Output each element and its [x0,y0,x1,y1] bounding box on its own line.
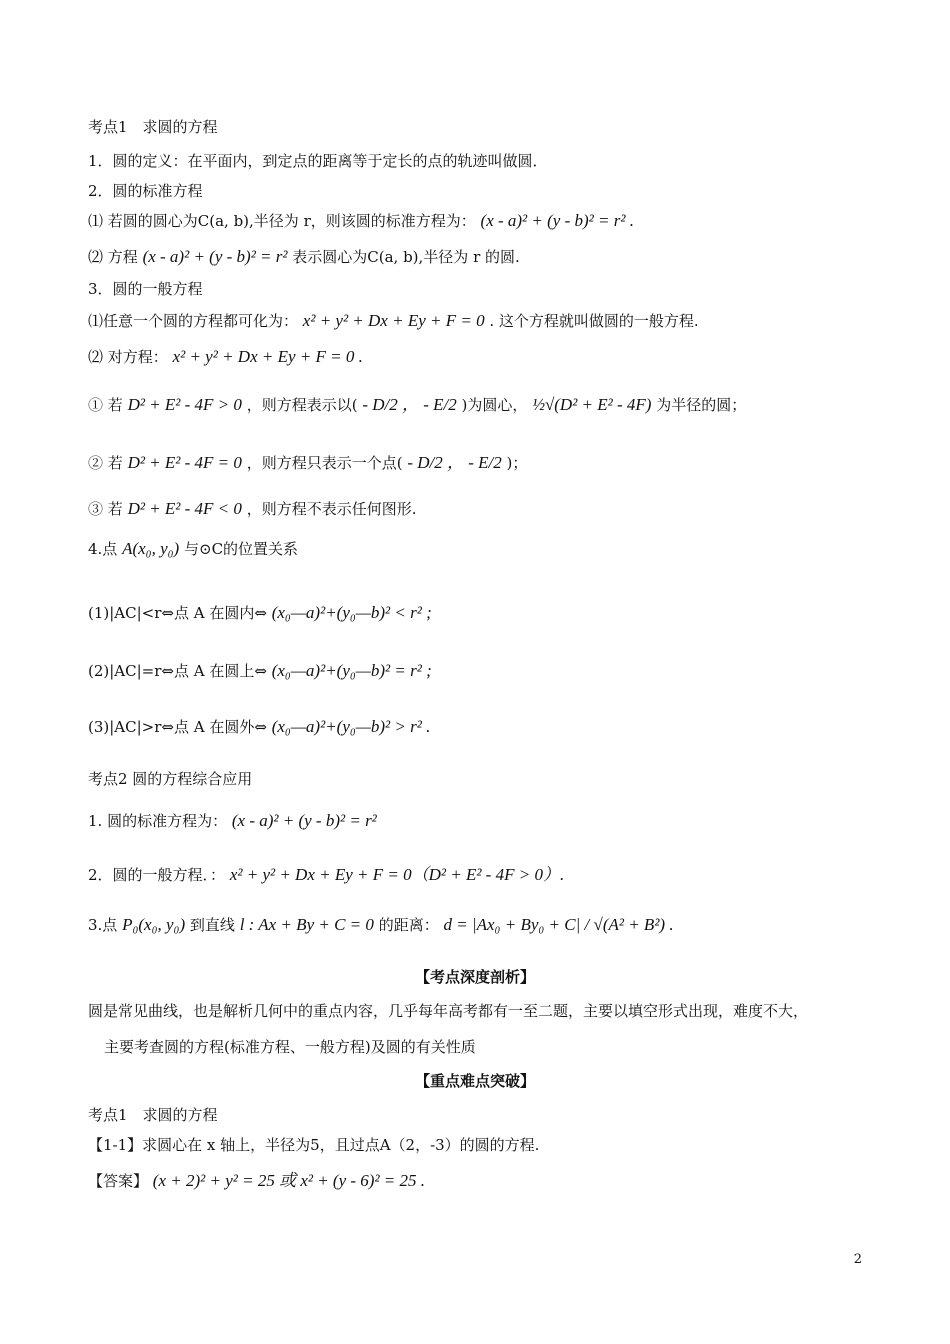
paragraph: 主要考查圆的方程(标准方程、一般方程)及圆的有关性质 [104,1038,476,1056]
text-line: 3．圆的一般方程 [88,280,203,298]
formula: (x + 2)² + y² = 25 或 x² + (y - 6)² = 25 . [152,1171,426,1190]
text: (2)|AC|=r⇔点 A 在圆上⇔ [88,662,267,680]
text-line [88,716,430,738]
text: 2．圆的一般方程．： [88,866,226,884]
text-line [88,914,674,936]
formula: D² + E² - 4F < 0 [127,499,242,518]
answer-line [88,1170,425,1192]
formula: D² + E² - 4F > 0 [127,395,242,414]
formula: (x₀—a)²+(y₀—b)² < r² ; [271,603,432,622]
text: ③ 若 [88,500,123,518]
section-title: 考点1 求圆的方程 [88,1106,218,1124]
text-line [88,246,520,268]
formula: (x₀—a)²+(y₀—b)² > r² . [271,717,431,736]
text-line [88,810,377,832]
text: (1)|AC|<r⇔点 A 在圆内⇔ [88,604,267,622]
text: (3)|AC|>r⇔点 A 在圆外⇔ [88,718,267,736]
text: ⑵ 对方程： [88,348,168,366]
formula: - D/2 ， - E/2 [362,395,457,414]
text-line [88,346,363,368]
formula: A(x₀, y₀) [122,539,180,558]
text: ① 若 [88,396,123,414]
section-title: 考点2 圆的方程综合应用 [88,770,253,788]
text: ，则方程只表示一个点( [246,454,403,472]
text: 4.点 [88,540,118,558]
formula: ½√(D² + E² - 4F) [532,395,652,414]
formula: (x - a)² + (y - b)² = r² [231,811,377,830]
text-line [88,394,746,416]
page-number: 2 [853,1252,862,1267]
text: ⑵ 方程 [88,248,138,266]
text-line [88,660,432,682]
text: 与⊙C的位置关系 [184,540,299,558]
formula: D² + E² - 4F = 0 [127,453,242,472]
text-line [88,310,699,332]
text-line: 2．圆的标准方程 [88,182,203,200]
formula: x² + y² + Dx + Ey + F = 0 . [172,347,363,366]
formula: P₀(x₀, y₀) [122,915,186,934]
formula: x² + y² + Dx + Ey + F = 0 [302,311,485,330]
text-line [88,498,416,520]
text: )； [506,454,528,472]
text: 为半径的圆； [656,396,747,414]
formula: (x₀—a)²+(y₀—b)² = r² ; [271,661,432,680]
formula: l : Ax + By + C = 0 [239,915,374,934]
text: ，则方程不表示任何图形. [246,500,417,518]
heading-analysis: 【考点深度剖析】 [414,968,535,986]
text: ，则方程表示以( [246,396,358,414]
text-line [88,210,634,232]
formula: x² + y² + Dx + Ey + F = 0（D² + E² - 4F > 0）. [229,865,565,884]
text: 的距离： [378,916,439,934]
formula: d = |Ax₀ + By₀ + C| / √(A² + B²) . [443,915,674,934]
text: ⑴任意一个圆的方程都可化为： [88,312,299,330]
answer-label: 【答案】 [88,1172,149,1190]
text-line [88,452,527,474]
text: 1. 圆的标准方程为： [88,812,228,830]
text-line [88,538,298,560]
text: ② 若 [88,454,123,472]
text: 3.点 [88,916,118,934]
text-line [88,864,564,886]
question: 【1-1】求圆心在 x 轴上，半径为5，且过点A（2，-3）的圆的方程. [88,1136,540,1154]
text: ⑴ 若圆的圆心为C(a, b),半径为 r，则该圆的标准方程为： [88,212,476,230]
formula: (x - a)² + (y - b)² = r² . [480,211,634,230]
text: . 这个方程就叫做圆的一般方程. [489,312,699,330]
section-title: 考点1 求圆的方程 [88,118,218,136]
formula: (x - a)² + (y - b)² = r² [142,247,288,266]
formula: - D/2 ， - E/2 [407,453,502,472]
text: )为圆心， [461,396,528,414]
text-line [88,602,432,624]
text: 到直线 [189,916,235,934]
paragraph: 圆是常见曲线，也是解析几何中的重点内容，几乎每年高考都有一至二题，主要以填空形式出现，难度不大， [88,1002,809,1020]
text-line: 1．圆的定义：在平面内，到定点的距离等于定长的点的轨迹叫做圆． [88,152,548,170]
text: 表示圆心为C(a, b),半径为 r 的圆. [292,248,520,266]
heading-breakthrough: 【重点难点突破】 [414,1072,535,1090]
